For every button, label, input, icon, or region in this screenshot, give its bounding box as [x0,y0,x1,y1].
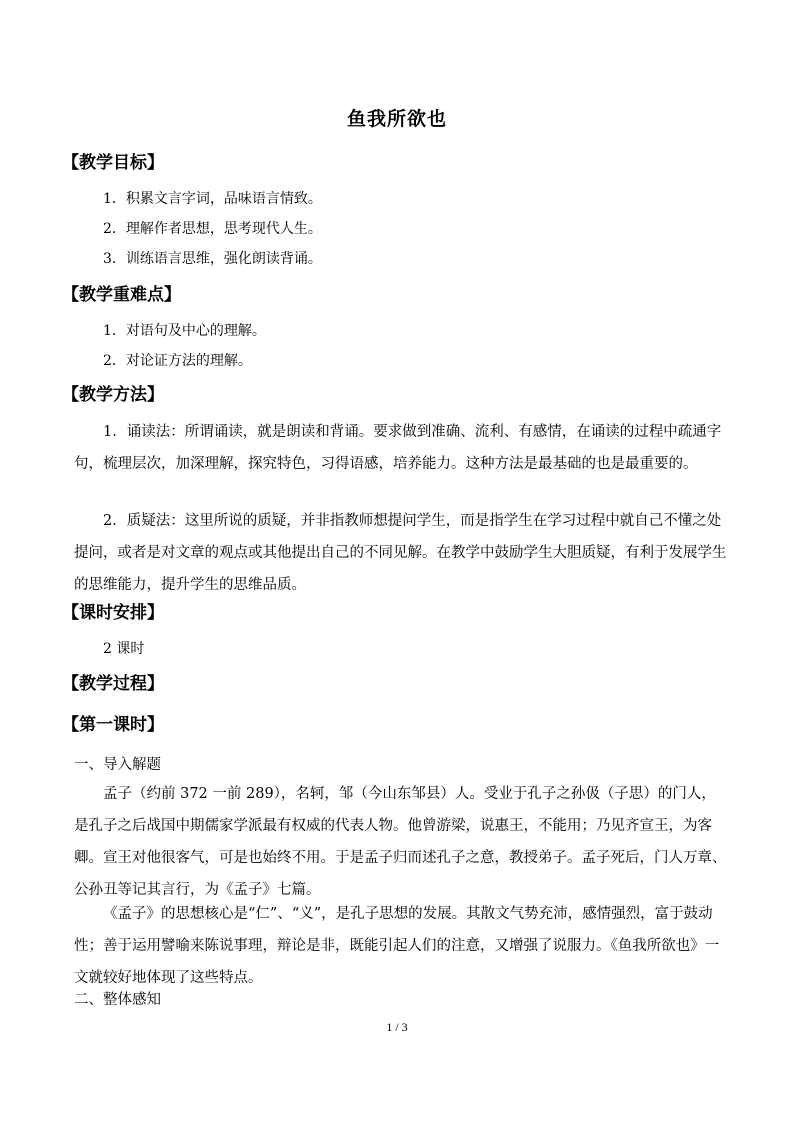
heading-teaching-methods: 【教学方法】 [62,385,164,405]
schedule-text: 2 课时 [103,641,145,657]
heading-key-points: 【教学重难点】 [62,285,181,305]
method-paragraph-1: 1．诵读法：所谓诵读，就是朗读和背诵。要求做到准确、流利、有感情，在诵读的过程中疏通字句，梳理层次，加深理解，探究特色，习得语感，培养能力。这种方法是最基础的也是最重要的。 [74,424,722,472]
heading-schedule: 【课时安排】 [62,603,164,623]
heading-first-lesson: 【第一课时】 [62,715,164,735]
heading-teaching-process: 【教学过程】 [62,674,164,694]
key-point-item-2: 2．对论证方法的理解。 [103,353,252,369]
part1-title: 一、导入解题 [74,757,161,773]
goal-item-3: 3．训练语言思维，强化朗读背诵。 [103,251,322,267]
goal-item-1: 1．积累文言字词，品味语言情致。 [103,191,322,207]
part2-title: 二、整体感知 [74,992,161,1008]
lesson1-paragraph-2: 《孟子》的思想核心是“仁”、“义”，是孔子思想的发展。其散文气势充沛，感情强烈，富于鼓动性；善于运用譬喻来陈说事理，辩论是非，既能引起人们的注意，又增强了说服力。《鱼我所欲也》一文就较好地体现了这些特点。 [74,906,720,986]
key-point-item-1: 1．对语句及中心的理解。 [103,323,266,339]
page-number: 1 / 3 [386,1020,408,1034]
lesson1-paragraph-1: 孟子（约前 372 一前 289），名轲，邹（今山东邹县）人。受业于孔子之孙伋（子思）的门人，是孔子之后战国中期儒家学派最有权威的代表人物。他曾游梁，说惠王，不能用；乃见齐宣王，为客卿。宣王对他很客气，可是也始终不用。于是孟子归而述孔子之意，教授弟子。孟子死后，门人万章、公孙丑等记其言行，为《孟子》七篇。 [74,786,727,898]
heading-teaching-goals: 【教学目标】 [62,153,164,173]
goal-item-2: 2．理解作者思想，思考现代人生。 [103,221,322,237]
document-title: 鱼我所欲也 [346,108,447,130]
method-paragraph-2: 2．质疑法：这里所说的质疑，并非指教师想提问学生，而是指学生在学习过程中就自己不懂之处提问，或者是对文章的观点或其他提出自己的不同见解。在教学中鼓励学生大胆质疑，有利于发展学生的思维能力，提升学生的思维品质。 [74,513,727,593]
